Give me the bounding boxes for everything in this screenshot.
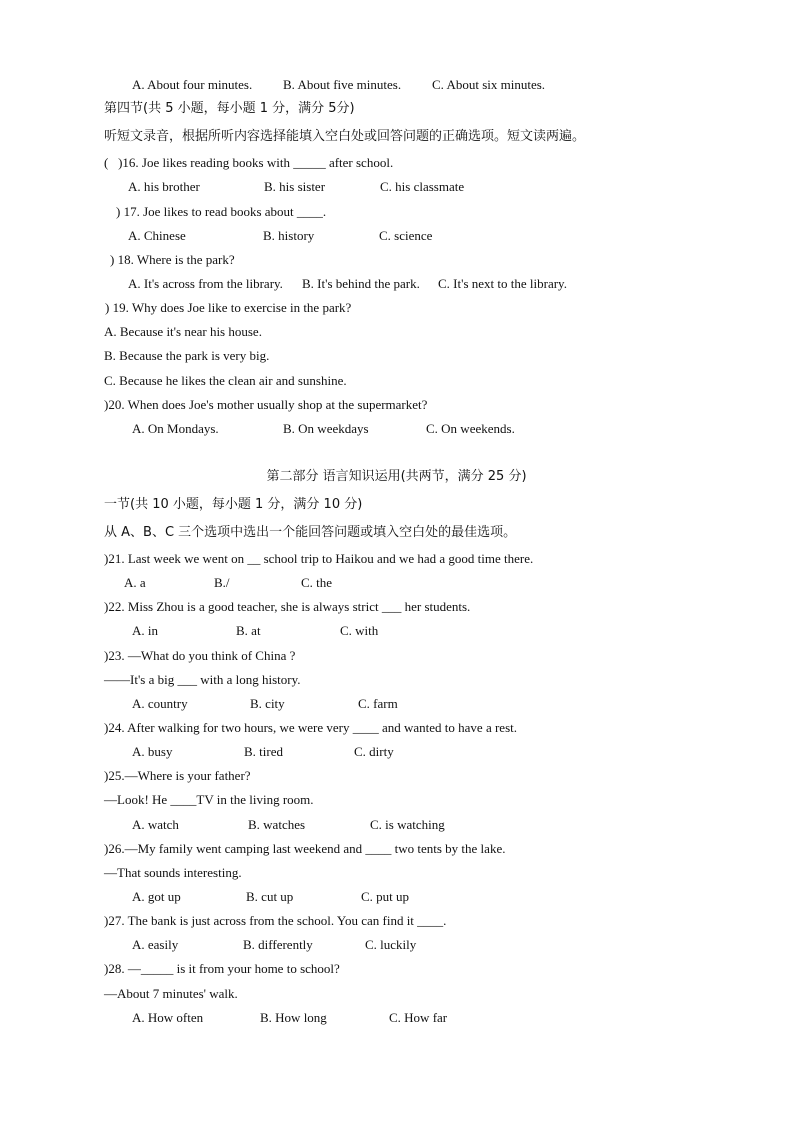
q18-option-a: A. It's across from the library. [128,276,283,291]
q26-option-c: C. put up [361,889,410,904]
q24-option-a: A. busy [132,744,173,759]
q26-option-a: A. got up [132,889,181,904]
q19-option-a: A. Because it's near his house. [104,324,262,339]
q23-option-a: A. country [132,696,188,711]
q20-option-b: B. On weekdays [283,421,369,436]
q20-option-a: A. On Mondays. [132,421,219,436]
q28-response: —About 7 minutes' walk. [104,986,238,1001]
q28-option-a: A. How often [132,1010,204,1025]
q25-response: —Look! He ____TV in the living room. [104,792,314,807]
q23-option-c: C. farm [358,696,398,711]
question-24: )24. After walking for two hours, we were very ____ and wanted to have a rest. [104,720,517,735]
q17-option-a: A. Chinese [128,228,186,243]
prev-option-b: B. About five minutes. [283,77,402,92]
q18-option-b: B. It's behind the park. [302,276,420,291]
question-22: )22. Miss Zhou is a good teacher, she is always strict ___ her students. [104,599,471,614]
q25-option-b: B. watches [248,817,306,832]
q27-option-c: C. luckily [365,937,417,952]
question-19: ) 19. Why does Joe like to exercise in the park? [105,300,352,315]
section4-heading: 第四节(共 5 小题，每小题 1 分，满分 5分) [104,101,355,116]
q24-option-c: C. dirty [354,744,394,759]
q16-option-c: C. his classmate [380,179,465,194]
q17-option-c: C. science [379,228,433,243]
q19-option-b: B. Because the park is very big. [104,348,270,363]
question-18: ) 18. Where is the park? [110,252,235,267]
section1-heading: 一节(共 10 小题，每小题 1 分，满分 10 分) [104,497,363,512]
q16-option-a: A. his brother [128,179,200,194]
question-17: ) 17. Joe likes to read books about ____. [116,204,327,219]
q22-option-c: C. with [340,623,379,638]
question-16: ( )16. Joe likes reading books with _____ after school. [104,155,394,170]
q17-option-b: B. history [263,228,315,243]
q25-option-a: A. watch [132,817,179,832]
q26-response: —That sounds interesting. [104,865,242,880]
q25-option-c: C. is watching [370,817,445,832]
q21-option-c: C. the [301,575,333,590]
q27-option-a: A. easily [132,937,179,952]
question-28: )28. —_____ is it from your home to school? [104,961,340,976]
q23-option-b: B. city [250,696,285,711]
question-26: )26.—My family went camping last weekend and ____ two tents by the lake. [104,841,506,856]
q26-option-b: B. cut up [246,889,294,904]
q22-option-b: B. at [236,623,261,638]
question-20: )20. When does Joe's mother usually shop at the supermarket? [104,397,428,412]
q19-option-c: C. Because he likes the clean air and sunshine. [104,373,347,388]
q18-option-c: C. It's next to the library. [438,276,567,291]
question-21: )21. Last week we went on __ school trip to Haikou and we had a good time there. [104,551,534,566]
q24-option-b: B. tired [244,744,283,759]
prev-option-a: A. About four minutes. [132,77,253,92]
q21-option-b: B./ [214,575,230,590]
q28-option-b: B. How long [260,1010,327,1025]
section1-instructions: 从 A、B、C 三个选项中选出一个能回答问题或填入空白处的最佳选项。 [104,525,517,540]
question-23: )23. —What do you think of China ? [104,648,296,663]
q27-option-b: B. differently [243,937,313,952]
q20-option-c: C. On weekends. [426,421,515,436]
prev-option-c: C. About six minutes. [432,77,546,92]
question-27: )27. The bank is just across from the school. You can find it ____. [104,913,447,928]
q22-option-a: A. in [132,623,158,638]
section4-instructions: 听短文录音，根据所听内容选择能填入空白处或回答问题的正确选项。短文读两遍。 [104,129,586,144]
q23-response: ——It's a big ___ with a long history. [104,672,301,687]
part2-heading: 第二部分 语言知识运用(共两节，满分 25 分) [266,469,527,484]
q28-option-c: C. How far [389,1010,448,1025]
q21-option-a: A. a [124,575,146,590]
question-25: )25.—Where is your father? [104,768,251,783]
q16-option-b: B. his sister [264,179,326,194]
